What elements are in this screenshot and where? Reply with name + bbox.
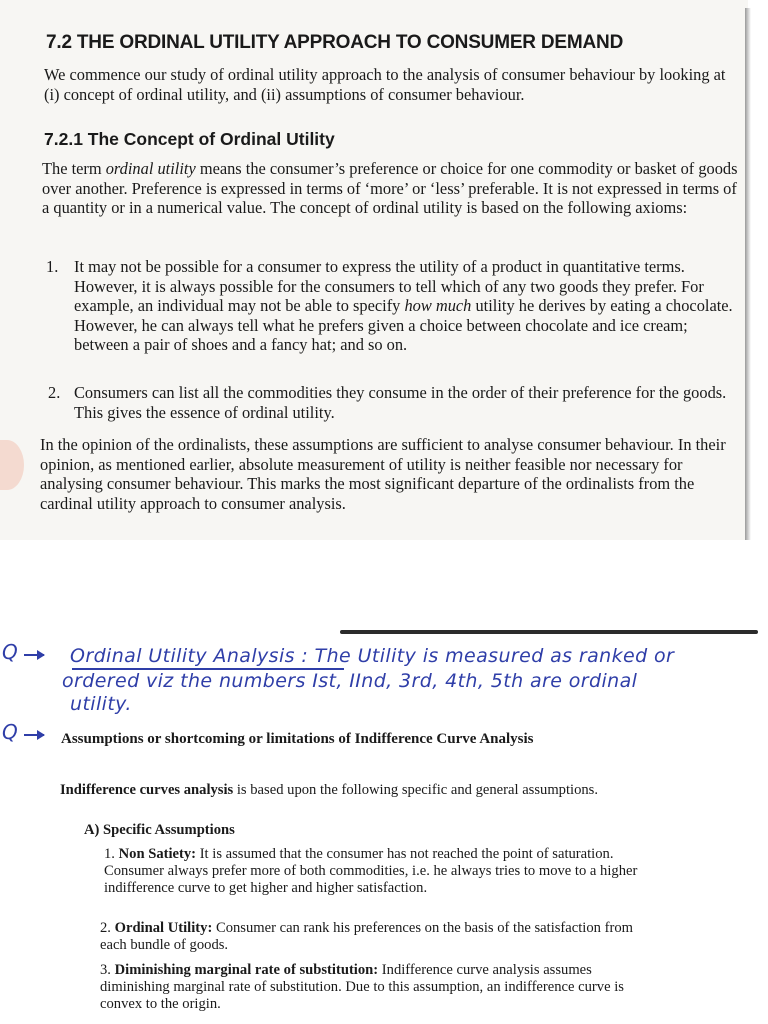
- ic-intro-paragraph: Indifference curves analysis is based upon the following specific and general assumptions.: [60, 782, 598, 798]
- handwritten-note-line-1: Ordinal Utility Analysis : The Utility is measured as ranked or: [70, 645, 675, 667]
- assumption-ordinal-utility: 2. Ordinal Utility: Consumer can rank his preferences on the basis of the satisfaction from each bundle of goods.: [100, 920, 633, 953]
- assumption-non-satiety: 1. Non Satiety: It is assumed that the consumer has not reached the point of saturation. Consumer always prefer more of both commodities, i.e. he always tries to move to a higher indifference curve to get higher and higher satisfaction.: [104, 846, 638, 896]
- concept-paragraph: The term ordinal utility means the consumer’s preference or choice for one commodity or basket of goods over another. Preference is expressed in terms of ‘more’ or ‘less’ preferable. It is not expressed in terms of a quantity or in a numerical value. The concept of ordinal utility is based on the following axioms:: [42, 159, 738, 217]
- page-edge-shadow: [745, 8, 751, 540]
- question-mark-annotation: Q: [2, 720, 18, 744]
- page-top-divider: [340, 630, 758, 634]
- question-mark-annotation: Q: [2, 640, 18, 664]
- ordinalists-paragraph: In the opinion of the ordinalists, these assumptions are sufficient to analyse consumer behaviour. In their opinion, as mentioned earlier, absolute measurement of utility is neither feasible nor necessary for analysing consumer behaviour. This marks the most significant departure of the ordinalists from the cardinal utility approach to consumer analysis.: [40, 435, 726, 513]
- ordinal-utility-term: ordinal utility: [105, 159, 196, 178]
- axiom-2-text: Consumers can list all the commodities they consume in the order of their preference for the goods. This gives the essence of ordinal utility.: [74, 383, 727, 422]
- arrow-icon: [24, 734, 44, 736]
- arrow-icon: [24, 654, 44, 656]
- axiom-1-text: It may not be possible for a consumer to express the utility of a product in quantitative terms. However, it is always possible for the consumers to tell which of any two goods they prefer. For example, an individual may not be able to specify how much utility he derives by eating a chocolate. However, he can always tell what he prefers given a choice between chocolate and ice cream; between a pair of shoes and a fancy hat; and so on.: [74, 257, 733, 354]
- axiom-1-number: 1.: [46, 257, 59, 276]
- handwritten-note-line-3: utility.: [70, 693, 132, 715]
- intro-paragraph: We commence our study of ordinal utility approach to the analysis of consumer behaviour by looking at (i) concept of ordinal utility, and (ii) assumptions of consumer behaviour.: [44, 65, 726, 104]
- subsection-heading: 7.2.1 The Concept of Ordinal Utility: [44, 129, 335, 149]
- section-heading: 7.2 THE ORDINAL UTILITY APPROACH TO CONSUMER DEMAND: [46, 32, 624, 53]
- axiom-2-number: 2.: [48, 383, 61, 402]
- thumb-smudge: [0, 440, 24, 490]
- specific-assumptions-heading: A) Specific Assumptions: [84, 822, 235, 838]
- assumptions-heading: Assumptions or shortcoming or limitations of Indifference Curve Analysis: [61, 731, 534, 747]
- handwritten-note-line-2: ordered viz the numbers Ist, IInd, 3rd, 4th, 5th are ordinal: [62, 670, 638, 692]
- assumption-diminishing-mrs: 3. Diminishing marginal rate of substitution: Indifference curve analysis assumes diminishing marginal rate of substitution. Due to this assumption, an indifference curve is convex to the origin.: [100, 962, 624, 1012]
